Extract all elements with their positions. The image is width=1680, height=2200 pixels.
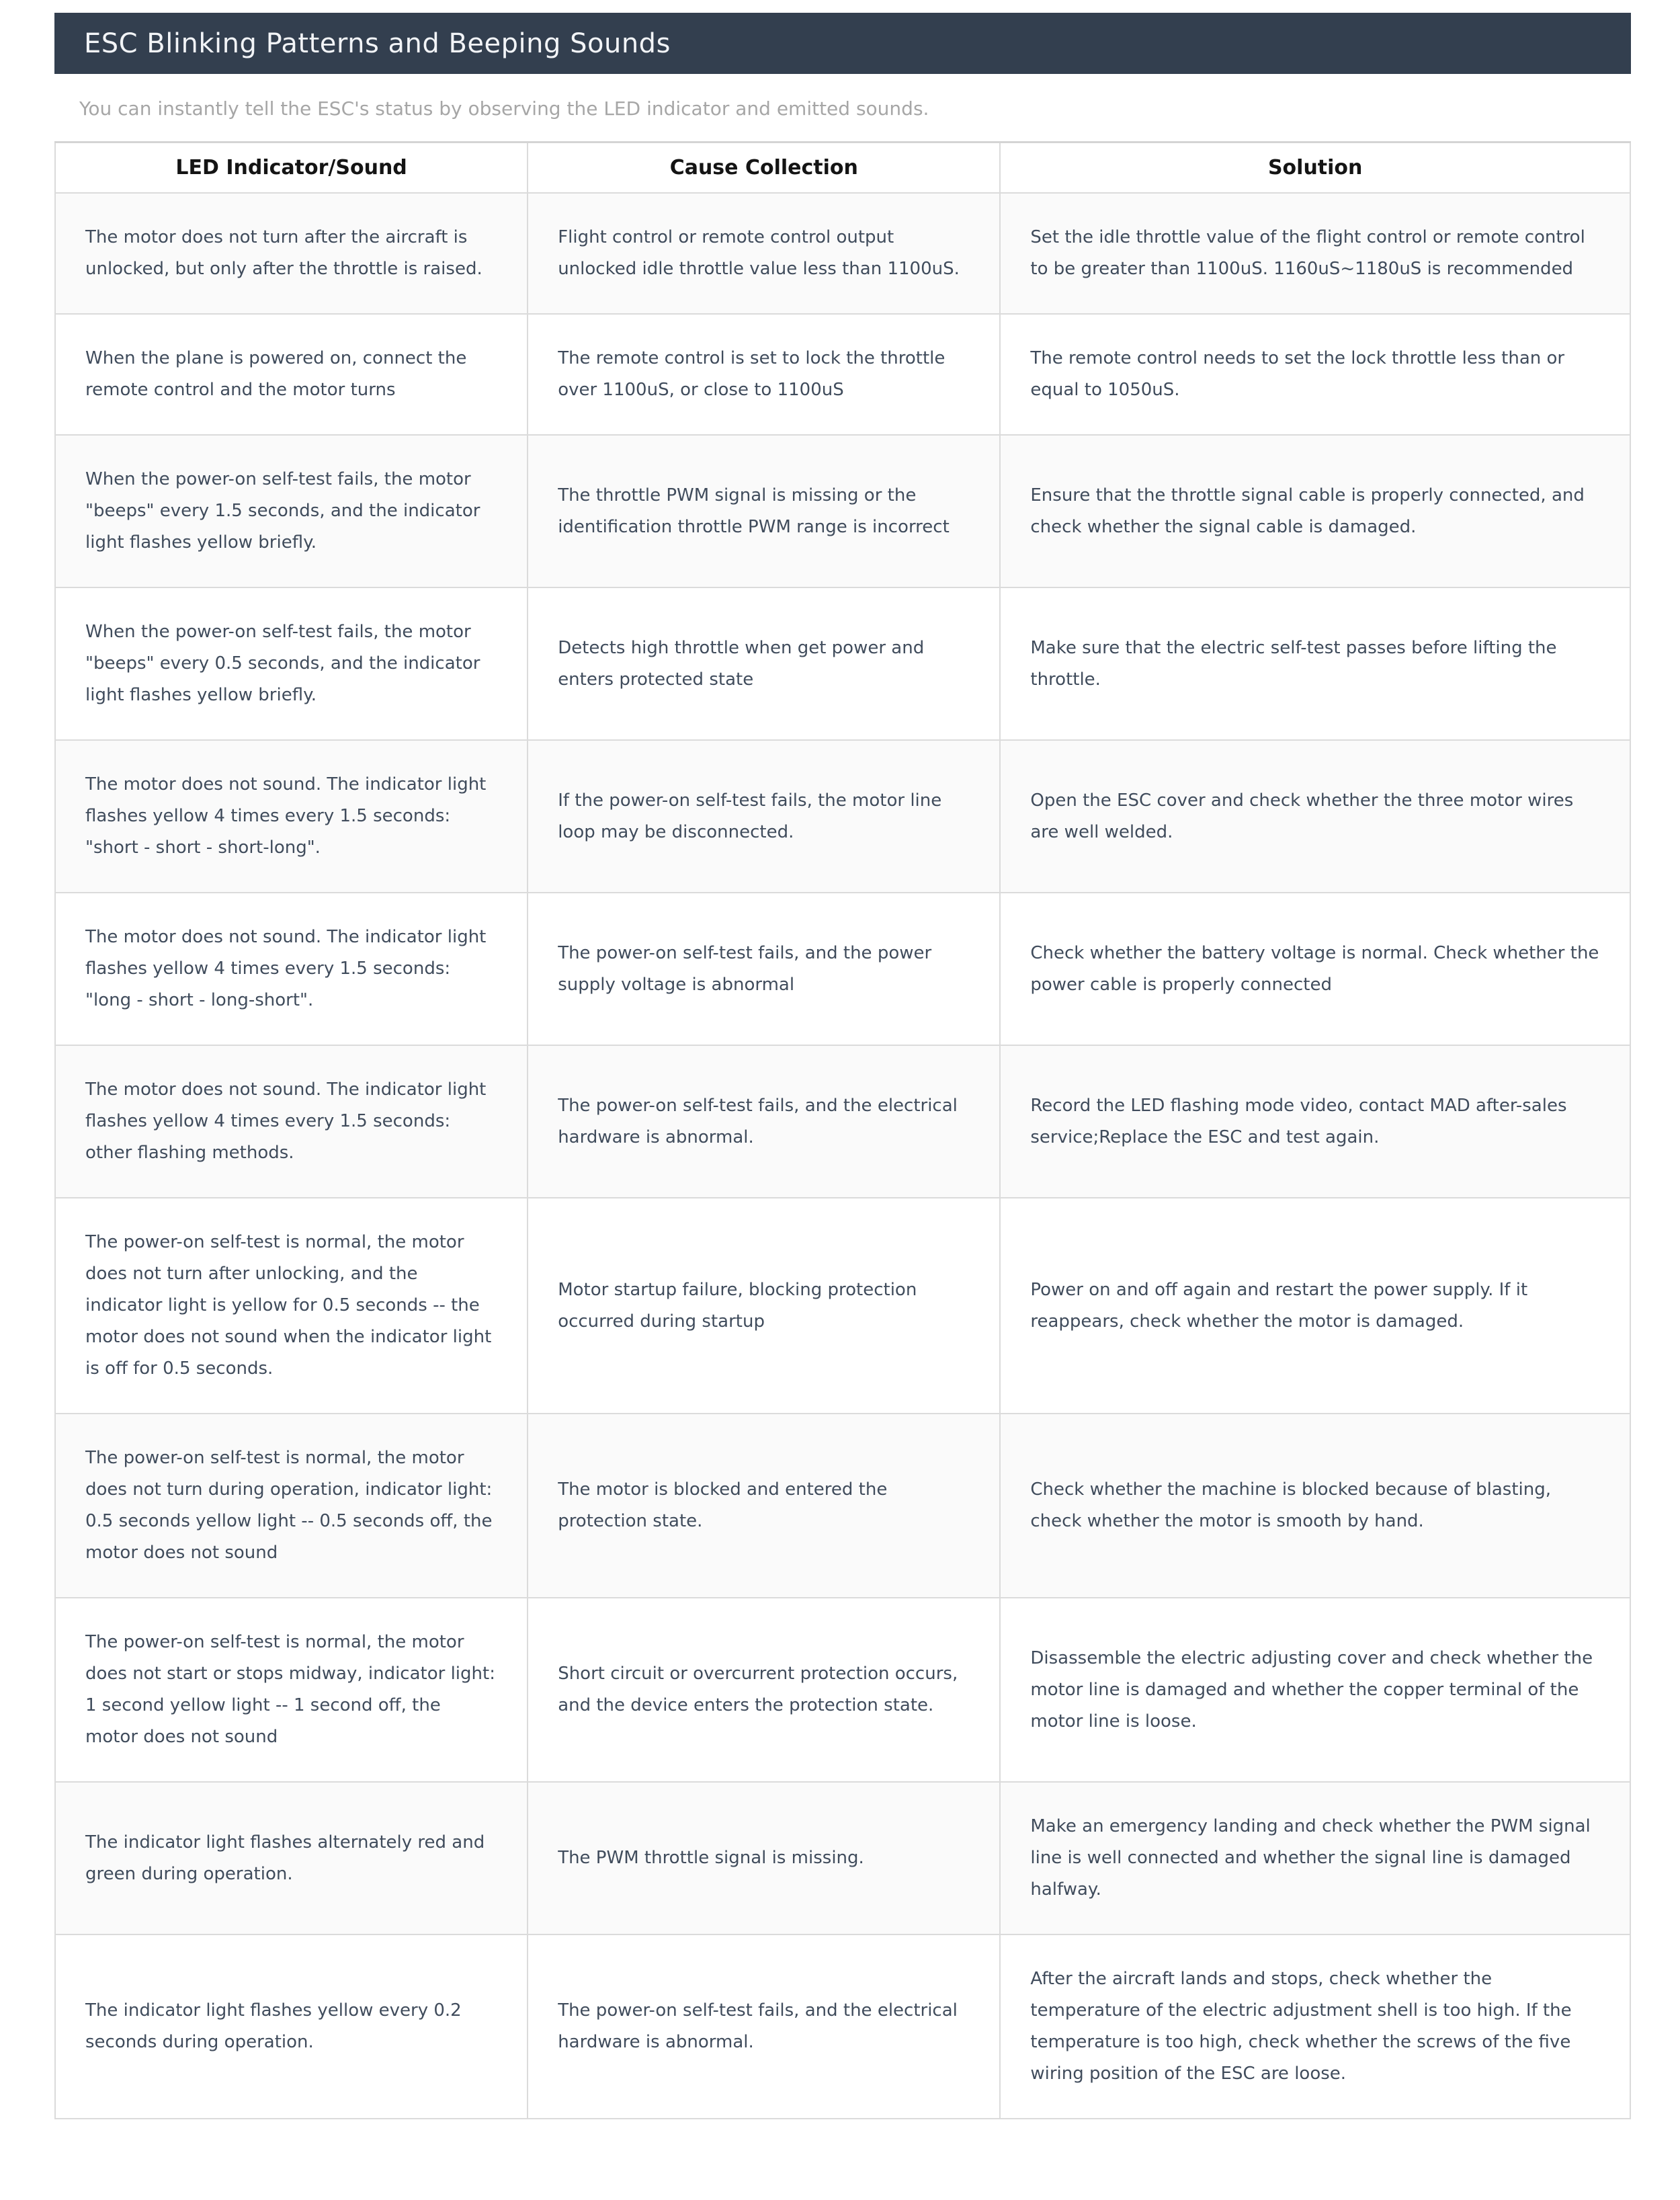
indicator-cell: The indicator light flashes alternately red and green during operation. (55, 1782, 528, 1934)
cause-cell: The motor is blocked and entered the protection state. (528, 1414, 1000, 1598)
indicator-cell: The motor does not sound. The indicator light flashes yellow 4 times every 1.5 seconds: "short - short - short-long". (55, 740, 528, 893)
solution-cell: Check whether the machine is blocked because of blasting, check whether the motor is smooth by hand. (1000, 1414, 1630, 1598)
table-row (55, 1782, 1630, 1934)
cause-cell: Flight control or remote control output unlocked idle throttle value less than 1100uS. (528, 193, 1000, 314)
solution-cell: Open the ESC cover and check whether the three motor wires are well welded. (1000, 740, 1630, 893)
indicator-cell: When the plane is powered on, connect the remote control and the motor turns (55, 314, 528, 435)
column-header-cause-collection: Cause Collection (528, 142, 1000, 194)
cause-cell: Motor startup failure, blocking protection occurred during startup (528, 1198, 1000, 1414)
indicator-cell: When the power-on self-test fails, the motor "beeps" every 0.5 seconds, and the indicator light flashes yellow briefly. (55, 587, 528, 740)
cause-cell: The power-on self-test fails, and the power supply voltage is abnormal (528, 893, 1000, 1045)
table-row (55, 893, 1630, 1045)
cause-cell: The PWM throttle signal is missing. (528, 1782, 1000, 1934)
table-header (55, 142, 1630, 194)
indicator-cell: The power-on self-test is normal, the motor does not start or stops midway, indicator light: 1 second yellow light -- 1 second off, the motor does not sound (55, 1598, 528, 1782)
table-row (55, 1414, 1630, 1598)
table-row (55, 435, 1630, 587)
table-row (55, 587, 1630, 740)
cause-cell: Short circuit or overcurrent protection occurs, and the device enters the protection state. (528, 1598, 1000, 1782)
solution-cell: Check whether the battery voltage is normal. Check whether the power cable is properly connected (1000, 893, 1630, 1045)
column-header-led-indicator-sound: LED Indicator/Sound (55, 142, 528, 194)
table-row (55, 1598, 1630, 1782)
solution-cell: Disassemble the electric adjusting cover and check whether the motor line is damaged and whether the copper terminal of the motor line is loose. (1000, 1598, 1630, 1782)
solution-cell: Ensure that the throttle signal cable is properly connected, and check whether the signal cable is damaged. (1000, 435, 1630, 587)
indicator-cell: The power-on self-test is normal, the motor does not turn during operation, indicator light: 0.5 seconds yellow light -- 0.5 seconds off, the motor does not sound (55, 1414, 528, 1598)
solution-cell: Record the LED flashing mode video, contact MAD after-sales service;Replace the ESC and test again. (1000, 1045, 1630, 1198)
table-header-row (55, 142, 1630, 194)
cause-cell: The remote control is set to lock the throttle over 1100uS, or close to 1100uS (528, 314, 1000, 435)
table-row (55, 1045, 1630, 1198)
cause-cell: The throttle PWM signal is missing or the identification throttle PWM range is incorrect (528, 435, 1000, 587)
indicator-cell: The indicator light flashes yellow every 0.2 seconds during operation. (55, 1934, 528, 2119)
table-row (55, 740, 1630, 893)
cause-cell: The power-on self-test fails, and the electrical hardware is abnormal. (528, 1934, 1000, 2119)
table-row (55, 193, 1630, 314)
page-title: ESC Blinking Patterns and Beeping Sounds (84, 28, 671, 59)
indicator-cell: The motor does not sound. The indicator light flashes yellow 4 times every 1.5 seconds: "long - short - long-short". (55, 893, 528, 1045)
indicator-cell: The motor does not turn after the aircraft is unlocked, but only after the throttle is raised. (55, 193, 528, 314)
indicator-cell: When the power-on self-test fails, the motor "beeps" every 1.5 seconds, and the indicator light flashes yellow briefly. (55, 435, 528, 587)
esc-status-table (54, 141, 1631, 2119)
table-row (55, 314, 1630, 435)
solution-cell: Make an emergency landing and check whether the PWM signal line is well connected and whether the signal line is damaged halfway. (1000, 1782, 1630, 1934)
solution-cell: Make sure that the electric self-test passes before lifting the throttle. (1000, 587, 1630, 740)
table-body (55, 193, 1630, 2119)
table-row (55, 1198, 1630, 1414)
table-row (55, 1934, 1630, 2119)
column-header-solution: Solution (1000, 142, 1630, 194)
solution-cell: Set the idle throttle value of the flight control or remote control to be greater than 1100uS. 1160uS~1180uS is recommended (1000, 193, 1630, 314)
cause-cell: The power-on self-test fails, and the electrical hardware is abnormal. (528, 1045, 1000, 1198)
cause-cell: If the power-on self-test fails, the motor line loop may be disconnected. (528, 740, 1000, 893)
solution-cell: After the aircraft lands and stops, check whether the temperature of the electric adjustment shell is too high. If the temperature is too high, check whether the screws of the five wiring position of the ESC are loose. (1000, 1934, 1630, 2119)
cause-cell: Detects high throttle when get power and enters protected state (528, 587, 1000, 740)
indicator-cell: The motor does not sound. The indicator light flashes yellow 4 times every 1.5 seconds: other flashing methods. (55, 1045, 528, 1198)
indicator-cell: The power-on self-test is normal, the motor does not turn after unlocking, and the indicator light is yellow for 0.5 seconds -- the motor does not sound when the indicator light is off for 0.5 seconds. (55, 1198, 528, 1414)
title-bar (54, 13, 1631, 74)
solution-cell: The remote control needs to set the lock throttle less than or equal to 1050uS. (1000, 314, 1630, 435)
solution-cell: Power on and off again and restart the power supply. If it reappears, check whether the motor is damaged. (1000, 1198, 1630, 1414)
subtitle: You can instantly tell the ESC's status by observing the LED indicator and emitted sounds. (79, 97, 929, 120)
